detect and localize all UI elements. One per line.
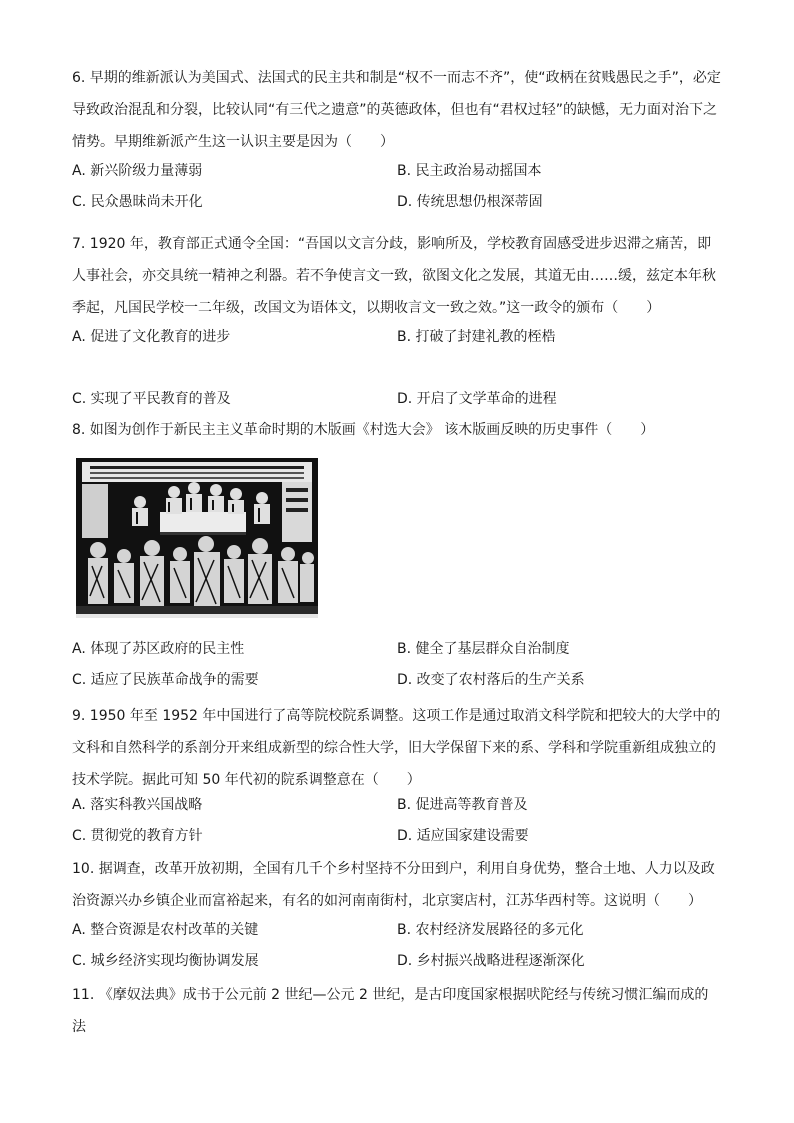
question-9-option-d: D. 适应国家建设需要 <box>397 828 529 844</box>
question-7-option-b: B. 打破了封建礼教的桎梏 <box>397 329 556 345</box>
question-11-stem: 11. 《摩奴法典》成书于公元前 2 世纪—公元 2 世纪，是古印度国家根据吠陀经与传统习惯汇编而成的法 <box>72 987 709 1035</box>
question-8-option-c: C. 适应了民族革命战争的需要 <box>72 672 259 688</box>
question-6-option-d: D. 传统思想仍根深蒂固 <box>397 194 543 210</box>
question-7-option-a: A. 促进了文化教育的进步 <box>72 329 231 345</box>
question-6-option-b: B. 民主政治易动摇国本 <box>397 163 542 179</box>
question-6-stem: 6. 早期的维新派认为美国式、法国式的民主共和制是“权不一而志不齐”，使“政柄在贫贱愚民之手”，必定导致政治混乱和分裂，比较认同“有三代之遗意”的英德政体，但也有“君权过轻”的缺憾，无力面对治下之情势。早期维新派产生这一认识主要是因为（ ） <box>72 70 721 150</box>
question-8-option-a: A. 体现了苏区政府的民主性 <box>72 641 245 657</box>
question-8-option-b: B. 健全了基层群众自治制度 <box>397 641 570 657</box>
question-9-option-c: C. 贯彻党的教育方针 <box>72 828 203 844</box>
question-6-option-a: A. 新兴阶级力量薄弱 <box>72 163 203 179</box>
village-election-woodcut-image <box>76 458 318 618</box>
question-10-option-c: C. 城乡经济实现均衡协调发展 <box>72 953 259 969</box>
question-10-option-a: A. 整合资源是农村改革的关键 <box>72 922 259 938</box>
question-10-option-b: B. 农村经济发展路径的多元化 <box>397 922 584 938</box>
question-9-option-a: A. 落实科教兴国战略 <box>72 797 203 813</box>
question-8-stem: 8. 如图为创作于新民主主义革命时期的木版画《村选大会》 该木版画反映的历史事件（ ） <box>72 422 655 438</box>
question-8-option-d: D. 改变了农村落后的生产关系 <box>397 672 585 688</box>
question-7-option-c: C. 实现了平民教育的普及 <box>72 391 231 407</box>
question-9-stem: 9. 1950 年至 1952 年中国进行了高等院校院系调整。这项工作是通过取消文科学院和把较大的大学中的文科和自然科学的系剖分开来组成新型的综合性大学，旧大学保留下来的系、学科和学院重新组成独立的技术学院。据此可知 50 年代初的院系调整意在（ ） <box>72 708 721 788</box>
question-7-stem: 7. 1920 年，教育部正式通令全国：“吾国以文言分歧，影响所及，学校教育固感受进步迟滞之痛苦，即人事社会，亦交具统一精神之利器。若不争使言文一致，欲图文化之发展，其道无由……缓，兹定本年秋季起，凡国民学校一二年级，改国文为语体文，以期收言文一致之效。”这一政令的颁布（ ） <box>72 236 716 316</box>
question-7-option-d: D. 开启了文学革命的进程 <box>397 391 557 407</box>
question-6-option-c: C. 民众愚昧尚未开化 <box>72 194 203 210</box>
question-10-option-d: D. 乡村振兴战略进程逐渐深化 <box>397 953 585 969</box>
question-9-option-b: B. 促进高等教育普及 <box>397 797 528 813</box>
question-10-stem: 10. 据调查，改革开放初期，全国有几千个乡村坚持不分田到户，利用自身优势，整合土地、人力以及政治资源兴办乡镇企业而富裕起来，有名的如河南南街村，北京窦店村，江苏华西村等。这说明（ ） <box>72 861 715 909</box>
